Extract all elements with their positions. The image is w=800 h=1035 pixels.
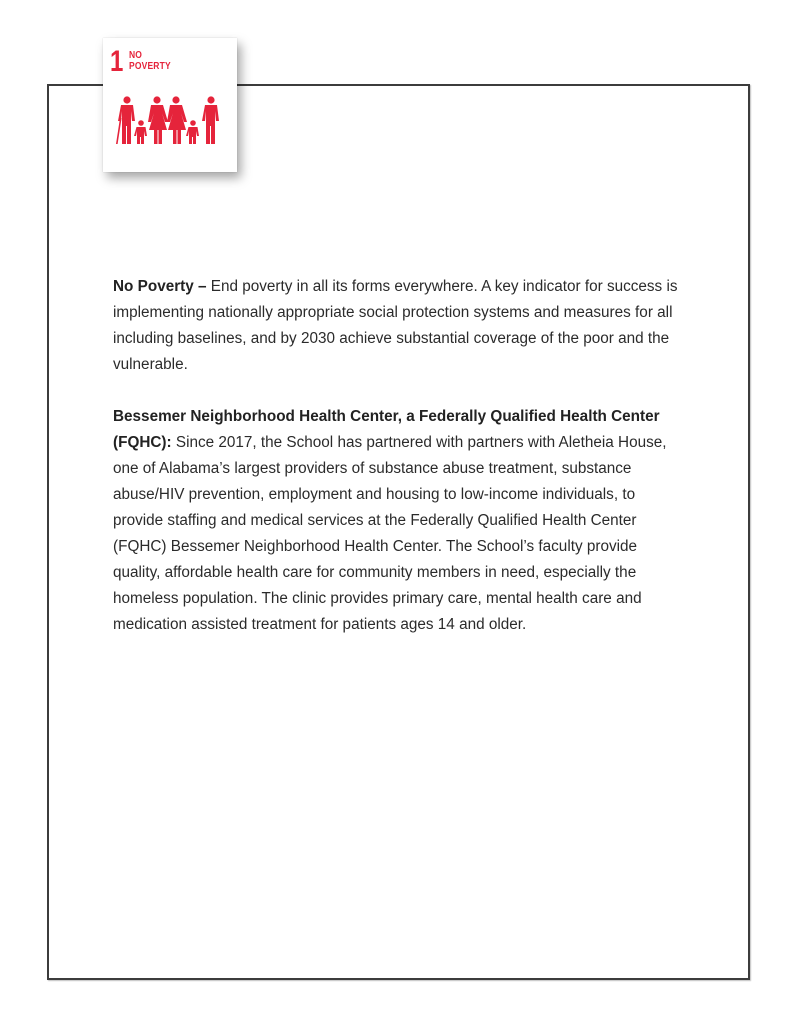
document-body xyxy=(113,274,683,638)
bessemer-paragraph xyxy=(113,404,683,638)
no-poverty-paragraph xyxy=(113,274,683,378)
sdg-title-line-1: NO xyxy=(129,50,143,61)
no-poverty-lead: No Poverty – xyxy=(113,278,207,295)
bessemer-lead: Bessemer Neighborhood Health Center, a Federally Qualified Health Center (FQHC): xyxy=(113,408,660,451)
bessemer-text: Since 2017, the School has partnered with partners with Aletheia House, one of Alabama’s largest providers of substance abuse treatment, substance abuse/HIV prevention, employment and housing to low-income individuals, to provide staffing and medical services at the Federally Qualified Health Center (FQHC) Bessemer Neighborhood Health Center. The School’s faculty provide quality, affordable health care for community members in need, especially the homeless population. The clinic provides primary care, mental health care and medication assisted treatment for patients ages 14 and older. xyxy=(113,434,667,633)
no-poverty-text: End poverty in all its forms everywhere. A key indicator for success is implementing nationally appropriate social protection systems and measures for all including baselines, and by 2030 achieve substantial coverage of the poor and the vulnerable. xyxy=(113,278,678,373)
sdg-goal-number: 1 xyxy=(110,45,124,78)
sdg-goal-title xyxy=(129,50,171,72)
sdg-title-line-2: POVERTY xyxy=(129,61,171,72)
sdg-goal-1-card xyxy=(103,38,237,172)
family-icon xyxy=(115,96,223,146)
